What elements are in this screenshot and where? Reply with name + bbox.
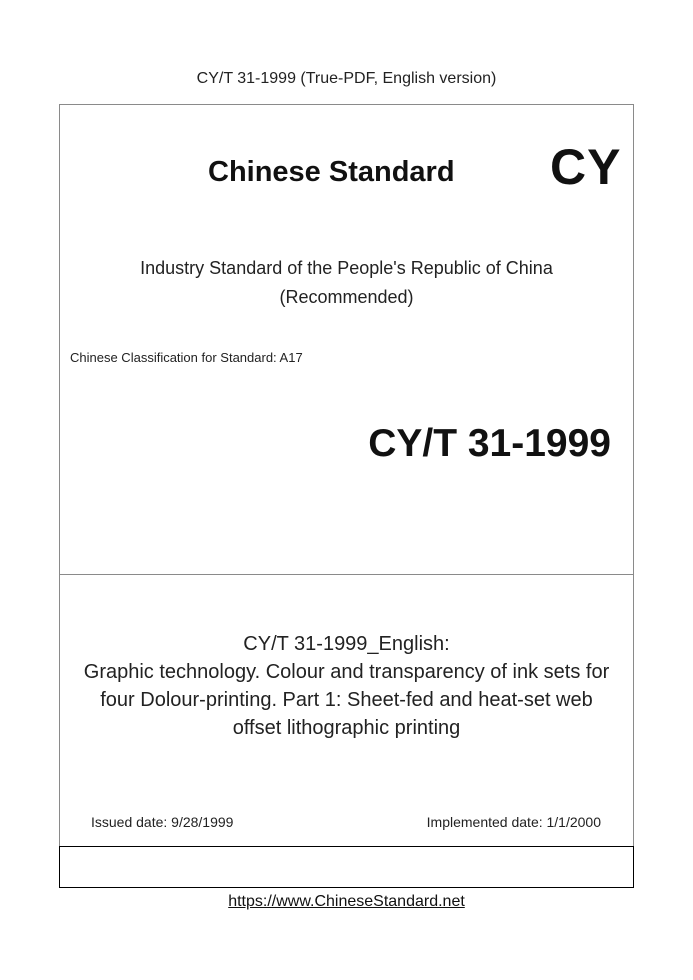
document-header: CY/T 31-1999 (True-PDF, English version) [196,70,497,87]
description-line: four Dolour-printing. Part 1: Sheet-fed and heat-set web [100,689,593,711]
standard-number: CY/T 31-1999 [368,422,611,465]
standard-heading: Chinese Standard [208,156,455,188]
description-line: offset lithographic printing [232,717,461,739]
cover-bottom-frame [59,846,634,888]
classification-label: Chinese Classification for Standard: A17 [70,350,303,365]
industry-standard-line: Industry Standard of the People's Republic of China [140,258,553,278]
standard-description [59,630,634,742]
description-line: Graphic technology. Colour and transparency of ink sets for [83,661,610,683]
standard-code-mark: CY [550,139,622,195]
recommended-label: (Recommended) [279,287,414,307]
implemented-date: Implemented date: 1/1/2000 [426,814,601,830]
issued-date: Issued date: 9/28/1999 [91,814,234,830]
description-line: CY/T 31-1999_English: [243,633,450,655]
website-link[interactable]: https://www.ChineseStandard.net [228,893,465,910]
